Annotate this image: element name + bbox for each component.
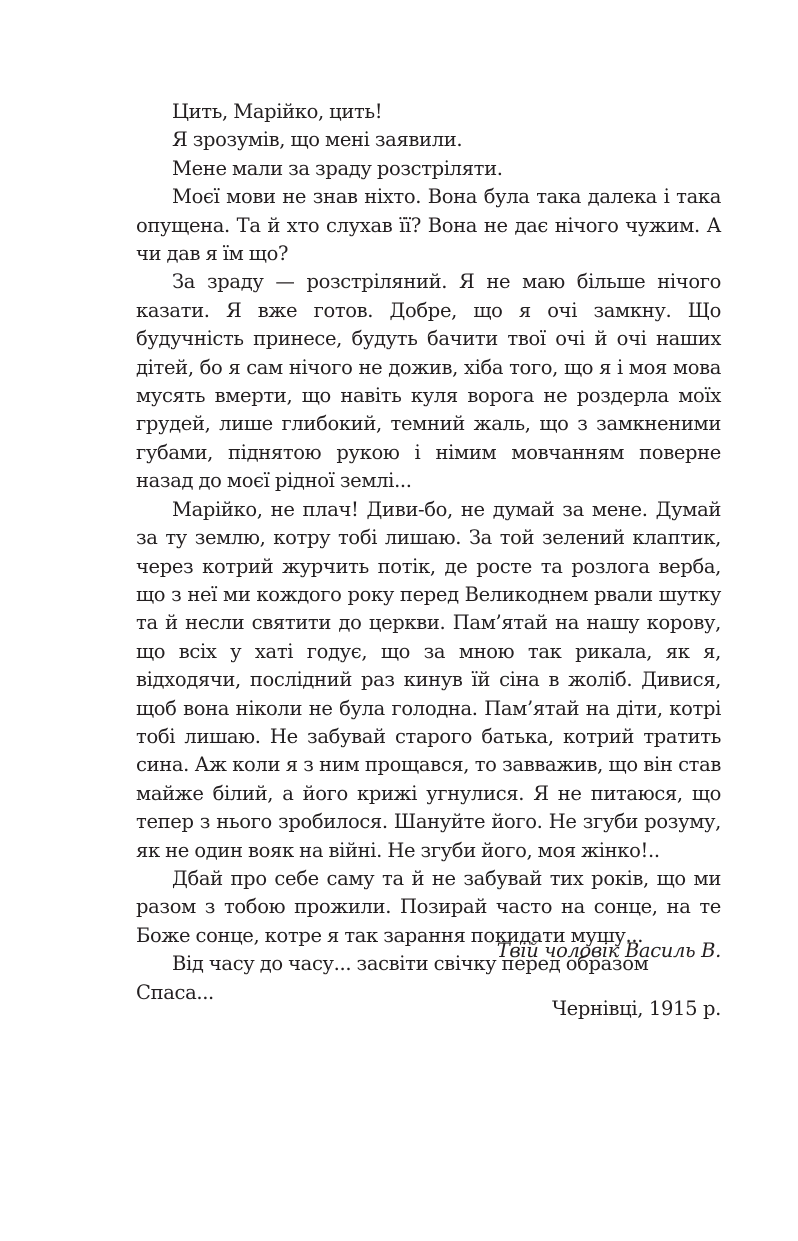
paragraph-5: За зраду — розстріляний. Я не маю більше нічого казати. Я вже готов. Добре, що я очі замкну. Що будучність принесе, будуть бачити твої очі й очі наших дітей, бо я сам нічого не дожив, хіба того, що я і моя мова мусять вмерти, що навіть куля ворога не роздерла моїх грудей, лише глибокий, темний жаль, що з замкненими губами, піднятою рукою і німим мовчанням поверне назад до моєї рідної землі... [136, 270, 721, 493]
paragraph-3: Мене мали за зраду розстріляти. [172, 156, 503, 180]
paragraph-7: Дбай про себе саму та й не забувай тих років, що ми разом з тобою прожили. Позирай часто на сонце, на те Боже сонце, котре я так зарання покидати мушу... [136, 866, 721, 947]
paragraph-2: Я зрозумів, що мені заявили. [172, 128, 463, 152]
paragraph-6: Марійко, не плач! Диви-бо, не думай за мене. Думай за ту землю, котру тобі лишаю. За той зелений клаптик, через котрий журчить потік, де росте та розлога верба, що з неї ми кождого року перед Великоднем рвали шутку та й несли святити до церкви. Пам’ятай на нашу корову, що всіх у хаті годує, що за мною так рикала, як я, відходячи, послідний раз кинув їй сіна в жоліб. Дивися, щоб вона ніколи не була голодна. Пам’ятай на діти, котрі тобі лишаю. Не забувай старого батька, котрий тратить сина. Аж коли я з ним прощався, то завважив, що він став майже білий, а його крижі угнулися. Я не питаюся, що тепер з нього зробилося. Шануйте його. Не згуби розуму, як не один вояк на війні. Не згуби його, моя жінко!.. [136, 497, 721, 862]
paragraph-4: Моєї мови не знав ніхто. Вона була така далека і така опущена. Та й хто слухав її? Вона не дає нічого чужим. А чи дав я їм що? [136, 185, 721, 266]
place-and-date: Чернівці, 1915 р. [551, 997, 721, 1020]
paragraph-8: Від часу до часу... засвіти свічку перед образом Спаса... [136, 952, 649, 1004]
letter-body [136, 98, 721, 1007]
paragraph-1: Цить, Марійко, цить! [172, 100, 383, 123]
letter-signature: Твій чоловік Василь В. [496, 939, 721, 962]
